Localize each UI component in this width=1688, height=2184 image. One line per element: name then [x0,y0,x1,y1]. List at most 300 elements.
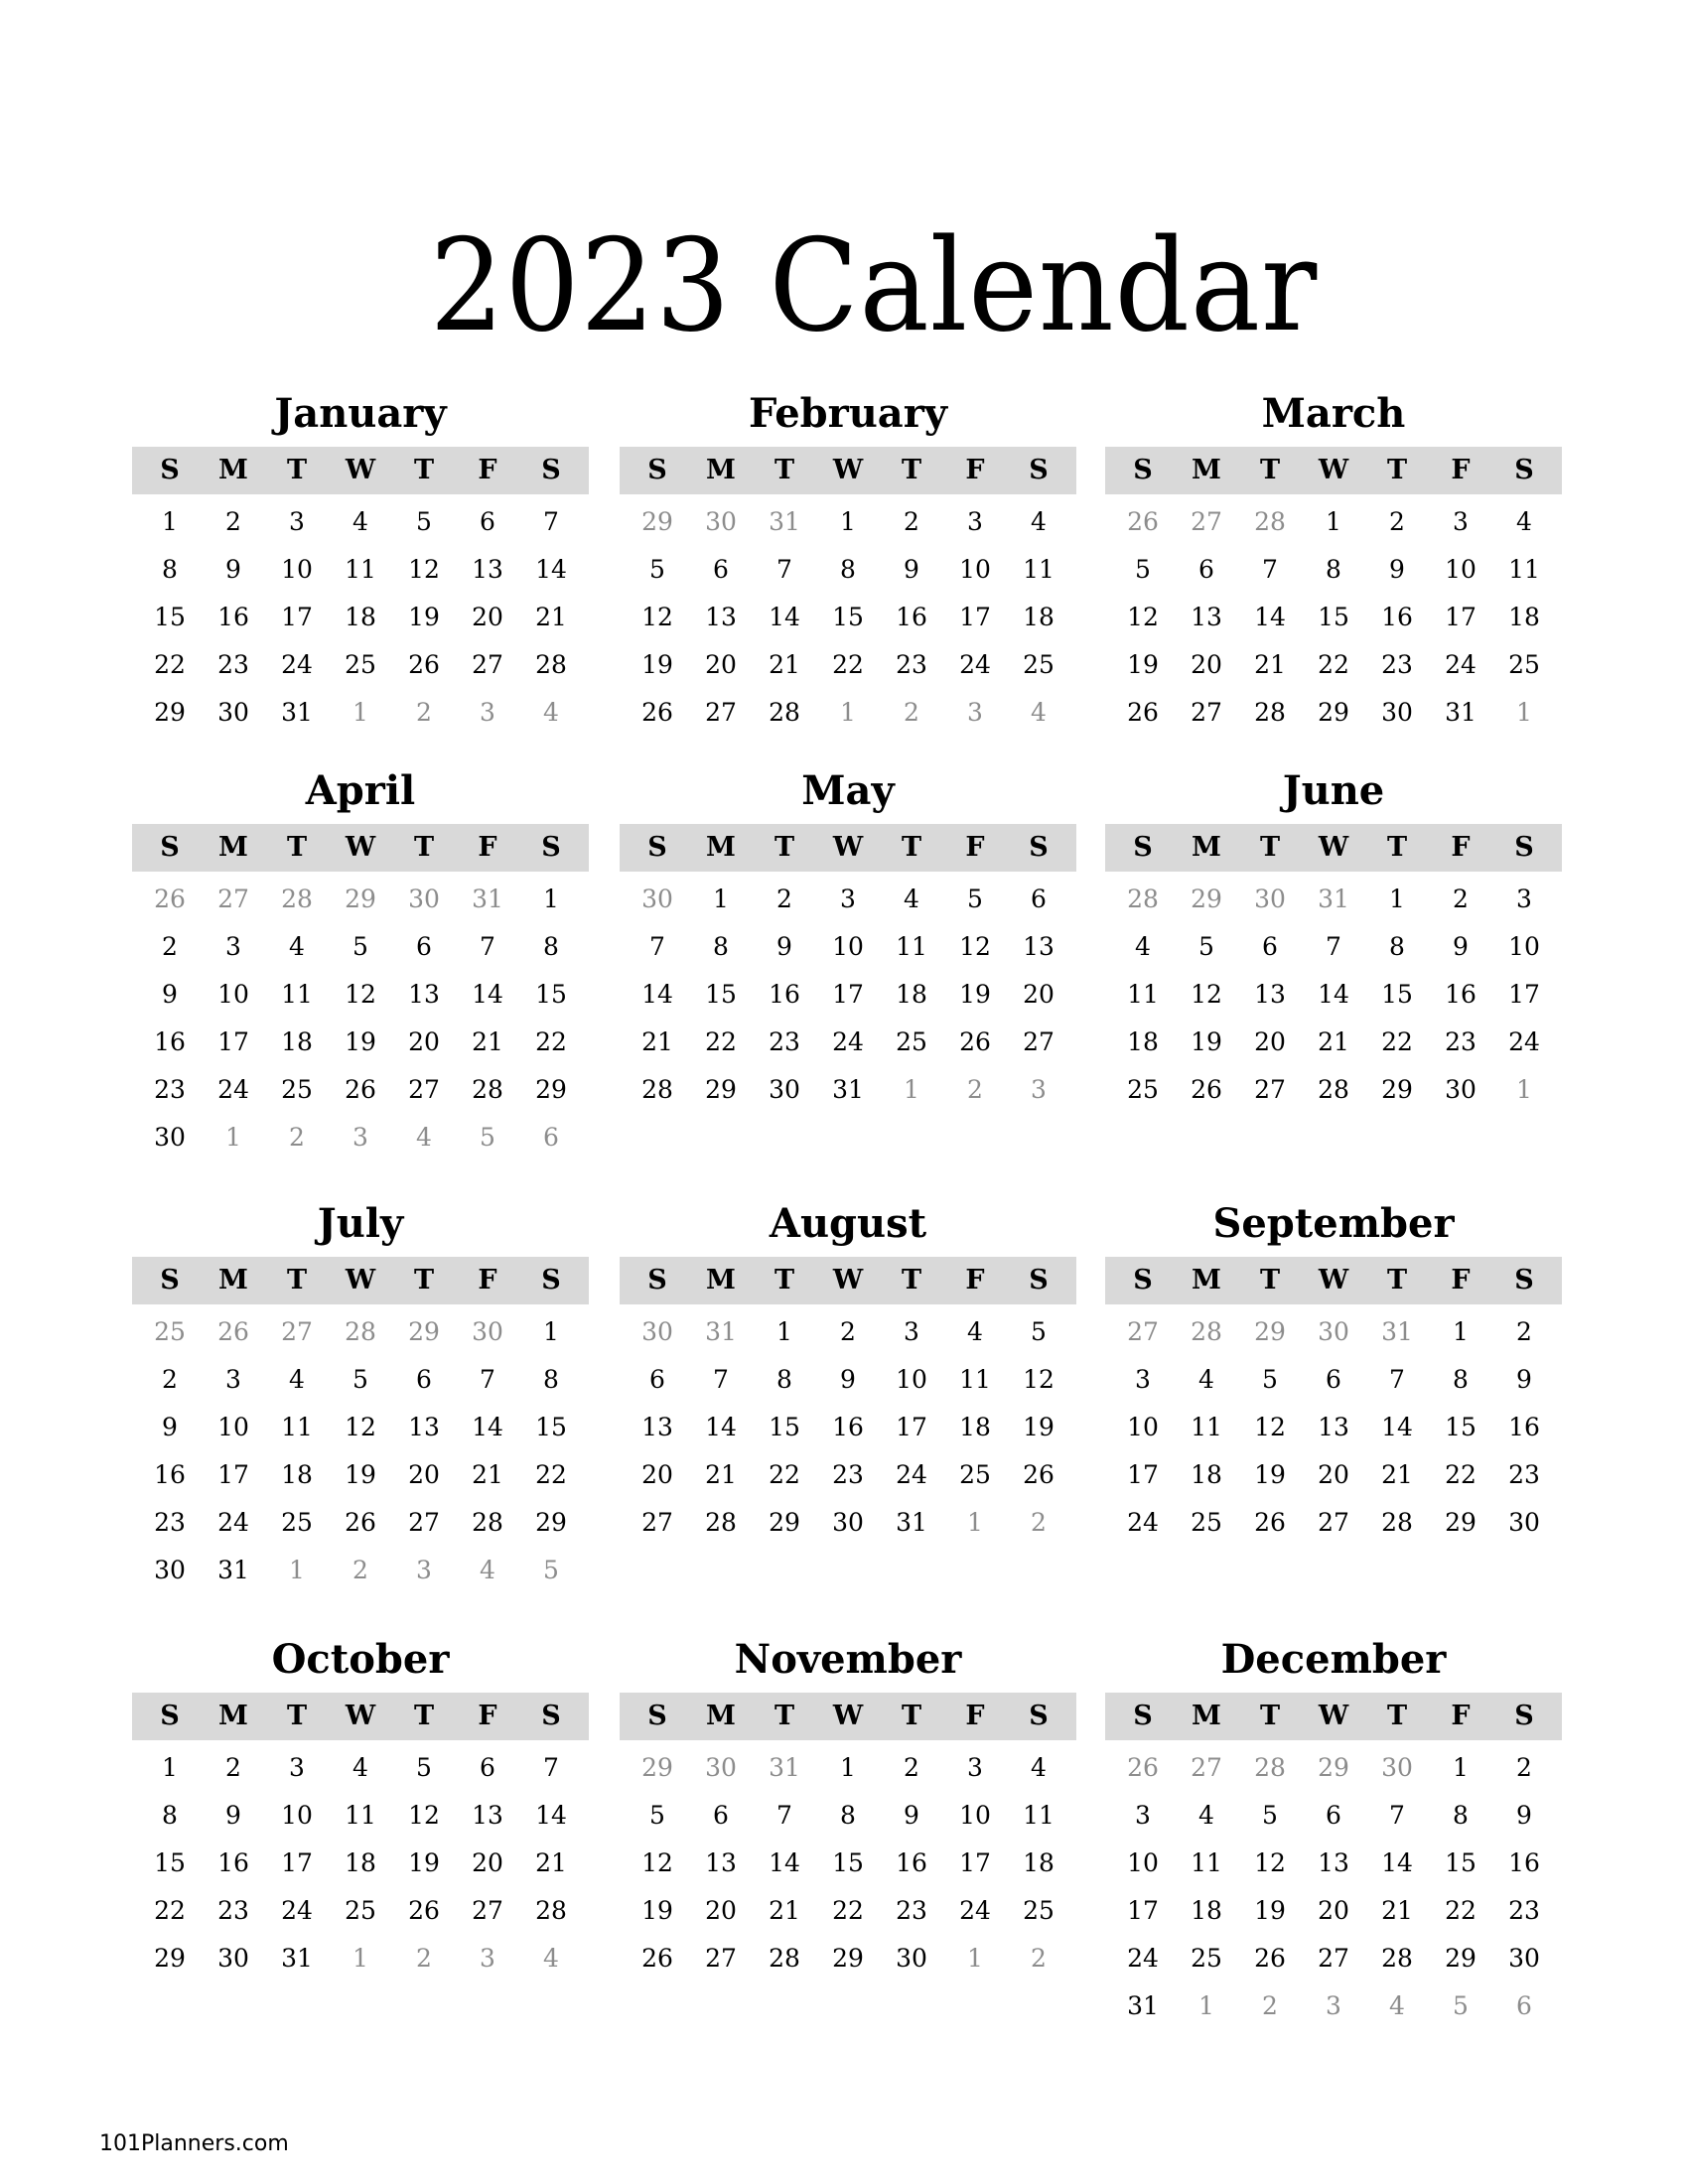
day-cell: 23 [896,1896,927,1925]
weekday-label: M [1192,455,1221,485]
adjacent-month-day: 31 [1381,1317,1413,1346]
day-cell: 16 [896,603,927,631]
day-cell: 19 [1254,1896,1286,1925]
day-cell: 29 [832,1944,864,1973]
day-cell: 29 [1445,1508,1477,1537]
weekday-label: F [1451,832,1471,863]
adjacent-month-day: 3 [967,698,983,727]
adjacent-month-day: 1 [352,698,368,727]
adjacent-month-day: 2 [289,1123,305,1152]
day-cell: 20 [1318,1896,1349,1925]
day-cell: 6 [480,1753,495,1782]
day-cell: 8 [162,1801,178,1830]
day-cell: 8 [1453,1801,1469,1830]
day-cell: 15 [1318,603,1349,631]
day-cell: 16 [217,603,249,631]
day-cell: 18 [281,1460,313,1489]
day-cell: 21 [769,650,800,679]
day-cell: 2 [904,1753,919,1782]
day-cell: 2 [776,885,792,913]
month-title: May [801,767,895,814]
day-cell: 24 [1127,1944,1159,1973]
day-cell: 3 [1135,1801,1151,1830]
weekday-label: T [413,1701,435,1731]
day-cell: 11 [281,1413,313,1441]
day-cell: 2 [162,1365,178,1394]
weekday-label: T [901,1701,922,1731]
weekday-label: W [345,1265,376,1296]
weekday-label: M [1192,1265,1221,1296]
page-title: 2023 Calendar [429,211,1319,360]
day-cell: 21 [1381,1896,1413,1925]
adjacent-month-day: 29 [408,1317,440,1346]
day-cell: 20 [472,603,503,631]
adjacent-month-day: 2 [352,1556,368,1584]
day-cell: 7 [776,555,792,584]
day-cell: 23 [769,1027,800,1056]
weekday-label: M [218,1265,248,1296]
day-cell: 20 [408,1460,440,1489]
adjacent-month-day: 30 [472,1317,503,1346]
day-cell: 4 [1031,507,1047,536]
day-cell: 3 [1135,1365,1151,1394]
adjacent-month-day: 27 [281,1317,313,1346]
day-cell: 8 [713,932,729,961]
weekday-label: W [832,1265,864,1296]
month-title: January [274,390,447,437]
day-cell: 19 [641,650,673,679]
month-title: December [1220,1636,1447,1683]
adjacent-month-day: 1 [1516,1075,1532,1104]
day-cell: 25 [1023,650,1055,679]
adjacent-month-day: 29 [1318,1753,1349,1782]
adjacent-month-day: 30 [1254,885,1286,913]
day-cell: 13 [641,1413,673,1441]
day-cell: 3 [289,1753,305,1782]
day-cell: 30 [217,698,249,727]
day-cell: 7 [713,1365,729,1394]
day-cell: 8 [543,1365,559,1394]
day-cell: 22 [705,1027,737,1056]
day-cell: 5 [1262,1801,1278,1830]
day-cell: 20 [1318,1460,1349,1489]
weekday-label: T [286,1701,308,1731]
weekday-label: S [541,455,561,485]
adjacent-month-day: 4 [1031,698,1047,727]
weekday-label: S [541,1265,561,1296]
day-cell: 15 [832,1848,864,1877]
day-cell: 14 [641,980,673,1009]
day-cell: 28 [769,1944,800,1973]
day-cell: 11 [896,932,927,961]
month-title: September [1212,1200,1455,1247]
weekday-label: F [965,1701,985,1731]
day-cell: 10 [959,1801,991,1830]
weekday-label: T [413,455,435,485]
day-cell: 13 [1023,932,1055,961]
day-cell: 3 [1453,507,1469,536]
day-cell: 9 [162,980,178,1009]
weekday-header-bar [620,1257,1076,1304]
day-cell: 26 [641,1944,673,1973]
weekday-label: T [774,1265,795,1296]
weekday-label: M [1192,1701,1221,1731]
day-cell: 9 [904,1801,919,1830]
day-cell: 4 [1135,932,1151,961]
weekday-label: T [774,832,795,863]
day-cell: 15 [154,1848,186,1877]
day-cell: 26 [345,1075,376,1104]
day-cell: 9 [776,932,792,961]
weekday-header-bar [1105,1257,1562,1304]
day-cell: 9 [1389,555,1405,584]
day-cell: 13 [1191,603,1222,631]
adjacent-month-day: 28 [281,885,313,913]
day-cell: 25 [959,1460,991,1489]
weekday-header-bar [132,1257,589,1304]
day-cell: 8 [840,1801,856,1830]
weekday-label: S [1133,1265,1153,1296]
day-cell: 31 [1127,1991,1159,2020]
day-cell: 18 [896,980,927,1009]
day-cell: 28 [1381,1508,1413,1537]
day-cell: 5 [1198,932,1214,961]
adjacent-month-day: 30 [1318,1317,1349,1346]
day-cell: 27 [472,1896,503,1925]
day-cell: 1 [543,885,559,913]
day-cell: 10 [1127,1413,1159,1441]
day-cell: 17 [896,1413,927,1441]
month-title: March [1261,390,1406,437]
adjacent-month-day: 27 [1191,507,1222,536]
day-cell: 12 [1254,1848,1286,1877]
day-cell: 31 [896,1508,927,1537]
weekday-label: S [541,832,561,863]
weekday-label: S [160,1701,180,1731]
weekday-label: W [345,1701,376,1731]
day-cell: 17 [217,1460,249,1489]
weekday-label: T [901,455,922,485]
days-grid [1105,498,1562,737]
weekday-label: S [160,455,180,485]
day-cell: 24 [217,1508,249,1537]
day-cell: 18 [345,603,376,631]
day-cell: 19 [345,1027,376,1056]
day-cell: 12 [345,980,376,1009]
adjacent-month-day: 4 [480,1556,495,1584]
day-cell: 26 [345,1508,376,1537]
day-cell: 31 [281,1944,313,1973]
day-cell: 17 [281,1848,313,1877]
day-cell: 21 [1254,650,1286,679]
adjacent-month-day: 25 [154,1317,186,1346]
day-cell: 19 [408,603,440,631]
weekday-label: T [774,455,795,485]
day-cell: 31 [1445,698,1477,727]
adjacent-month-day: 30 [1381,1753,1413,1782]
day-cell: 14 [535,1801,567,1830]
day-cell: 2 [1516,1317,1532,1346]
day-cell: 23 [154,1075,186,1104]
day-cell: 4 [1198,1365,1214,1394]
weekday-label: F [965,832,985,863]
day-cell: 6 [416,1365,432,1394]
weekday-label: S [1514,832,1534,863]
day-cell: 12 [641,1848,673,1877]
day-cell: 21 [1381,1460,1413,1489]
day-cell: 10 [959,555,991,584]
day-cell: 10 [896,1365,927,1394]
day-cell: 10 [281,1801,313,1830]
day-cell: 13 [408,1413,440,1441]
weekday-label: T [1259,1701,1281,1731]
day-cell: 18 [281,1027,313,1056]
adjacent-month-day: 29 [641,507,673,536]
day-cell: 15 [535,1413,567,1441]
day-cell: 9 [840,1365,856,1394]
day-cell: 17 [1445,603,1477,631]
day-cell: 25 [1191,1508,1222,1537]
day-cell: 3 [1516,885,1532,913]
weekday-header-bar [1105,1693,1562,1740]
day-cell: 21 [705,1460,737,1489]
days-grid [1105,876,1562,1114]
day-cell: 5 [1262,1365,1278,1394]
day-cell: 28 [472,1075,503,1104]
day-cell: 15 [705,980,737,1009]
adjacent-month-day: 29 [1254,1317,1286,1346]
day-cell: 12 [1127,603,1159,631]
day-cell: 7 [1389,1365,1405,1394]
adjacent-month-day: 29 [641,1753,673,1782]
day-cell: 15 [154,603,186,631]
adjacent-month-day: 4 [416,1123,432,1152]
day-cell: 28 [1254,698,1286,727]
weekday-label: T [1259,1265,1281,1296]
weekday-label: M [706,832,736,863]
weekday-label: F [478,1265,497,1296]
weekday-header-bar [132,447,589,494]
day-cell: 15 [1445,1413,1477,1441]
day-cell: 17 [1127,1460,1159,1489]
day-cell: 23 [1381,650,1413,679]
day-cell: 22 [154,650,186,679]
day-cell: 14 [705,1413,737,1441]
adjacent-month-day: 26 [1127,507,1159,536]
day-cell: 28 [472,1508,503,1537]
day-cell: 21 [472,1027,503,1056]
weekday-label: S [1029,1265,1049,1296]
adjacent-month-day: 31 [705,1317,737,1346]
day-cell: 1 [1389,885,1405,913]
day-cell: 16 [154,1460,186,1489]
weekday-label: W [345,455,376,485]
day-cell: 9 [162,1413,178,1441]
day-cell: 11 [1023,555,1055,584]
day-cell: 7 [776,1801,792,1830]
footer-site-name: 101Planners.com [99,2131,289,2156]
day-cell: 5 [416,1753,432,1782]
day-cell: 27 [705,698,737,727]
day-cell: 11 [1191,1848,1222,1877]
day-cell: 26 [959,1027,991,1056]
days-grid [132,876,589,1161]
day-cell: 24 [1445,650,1477,679]
day-cell: 26 [408,650,440,679]
day-cell: 20 [408,1027,440,1056]
adjacent-month-day: 29 [1191,885,1222,913]
day-cell: 13 [705,1848,737,1877]
weekday-label: M [1192,832,1221,863]
day-cell: 11 [959,1365,991,1394]
day-cell: 16 [1381,603,1413,631]
day-cell: 16 [832,1413,864,1441]
day-cell: 4 [352,1753,368,1782]
adjacent-month-day: 3 [480,1944,495,1973]
day-cell: 1 [713,885,729,913]
day-cell: 9 [904,555,919,584]
adjacent-month-day: 30 [705,1753,737,1782]
adjacent-month-day: 1 [840,698,856,727]
day-cell: 13 [408,980,440,1009]
weekday-header-bar [620,1693,1076,1740]
day-cell: 29 [1318,698,1349,727]
adjacent-month-day: 3 [480,698,495,727]
day-cell: 26 [1254,1508,1286,1537]
weekday-header-bar [620,447,1076,494]
day-cell: 29 [769,1508,800,1537]
day-cell: 31 [832,1075,864,1104]
weekday-label: T [286,1265,308,1296]
adjacent-month-day: 5 [1453,1991,1469,2020]
weekday-label: T [1386,832,1408,863]
day-cell: 7 [1326,932,1341,961]
adjacent-month-day: 28 [1254,1753,1286,1782]
day-cell: 25 [281,1508,313,1537]
day-cell: 29 [154,1944,186,1973]
day-cell: 14 [472,980,503,1009]
day-cell: 27 [1318,1944,1349,1973]
day-cell: 24 [217,1075,249,1104]
day-cell: 20 [1191,650,1222,679]
adjacent-month-day: 27 [217,885,249,913]
day-cell: 8 [1453,1365,1469,1394]
weekday-label: S [647,455,667,485]
day-cell: 9 [225,1801,241,1830]
day-cell: 8 [543,932,559,961]
day-cell: 8 [840,555,856,584]
day-cell: 29 [154,698,186,727]
weekday-label: W [345,832,376,863]
adjacent-month-day: 2 [967,1075,983,1104]
weekday-label: M [218,455,248,485]
day-cell: 27 [641,1508,673,1537]
day-cell: 8 [162,555,178,584]
weekday-label: S [647,1701,667,1731]
weekday-label: W [832,1701,864,1731]
day-cell: 30 [896,1944,927,1973]
day-cell: 20 [472,1848,503,1877]
day-cell: 18 [1023,603,1055,631]
day-cell: 14 [472,1413,503,1441]
weekday-label: S [1133,1701,1153,1731]
day-cell: 29 [705,1075,737,1104]
day-cell: 5 [352,1365,368,1394]
day-cell: 14 [1254,603,1286,631]
weekday-label: F [1451,1701,1471,1731]
day-cell: 7 [1262,555,1278,584]
day-cell: 9 [1516,1801,1532,1830]
day-cell: 18 [1127,1027,1159,1056]
day-cell: 24 [1127,1508,1159,1537]
day-cell: 27 [1023,1027,1055,1056]
weekday-label: S [1029,455,1049,485]
weekday-label: S [1514,455,1534,485]
day-cell: 19 [1127,650,1159,679]
month-title: October [271,1636,450,1683]
day-cell: 4 [289,1365,305,1394]
days-grid [132,1744,589,1982]
day-cell: 29 [535,1075,567,1104]
adjacent-month-day: 3 [1031,1075,1047,1104]
day-cell: 2 [225,507,241,536]
day-cell: 25 [1023,1896,1055,1925]
day-cell: 8 [1326,555,1341,584]
day-cell: 4 [904,885,919,913]
day-cell: 5 [416,507,432,536]
day-cell: 4 [1031,1753,1047,1782]
day-cell: 22 [1445,1896,1477,1925]
day-cell: 16 [1508,1848,1540,1877]
adjacent-month-day: 30 [705,507,737,536]
adjacent-month-day: 28 [1127,885,1159,913]
day-cell: 22 [1445,1460,1477,1489]
day-cell: 16 [217,1848,249,1877]
day-cell: 6 [1262,932,1278,961]
day-cell: 28 [705,1508,737,1537]
month-title: June [1282,767,1385,814]
day-cell: 29 [1445,1944,1477,1973]
day-cell: 2 [840,1317,856,1346]
day-cell: 23 [217,650,249,679]
day-cell: 4 [289,932,305,961]
day-cell: 14 [1381,1413,1413,1441]
adjacent-month-day: 31 [769,507,800,536]
day-cell: 8 [776,1365,792,1394]
day-cell: 10 [1127,1848,1159,1877]
day-cell: 1 [1453,1317,1469,1346]
day-cell: 30 [1508,1944,1540,1973]
day-cell: 24 [281,650,313,679]
day-cell: 11 [281,980,313,1009]
adjacent-month-day: 1 [352,1944,368,1973]
weekday-label: M [706,455,736,485]
day-cell: 11 [345,555,376,584]
day-cell: 26 [408,1896,440,1925]
weekday-label: S [1514,1265,1534,1296]
weekday-label: M [218,1701,248,1731]
day-cell: 16 [1445,980,1477,1009]
day-cell: 20 [705,1896,737,1925]
day-cell: 27 [408,1075,440,1104]
day-cell: 30 [832,1508,864,1537]
day-cell: 22 [832,650,864,679]
adjacent-month-day: 31 [472,885,503,913]
day-cell: 30 [154,1123,186,1152]
adjacent-month-day: 31 [1318,885,1349,913]
day-cell: 12 [408,555,440,584]
day-cell: 15 [832,603,864,631]
